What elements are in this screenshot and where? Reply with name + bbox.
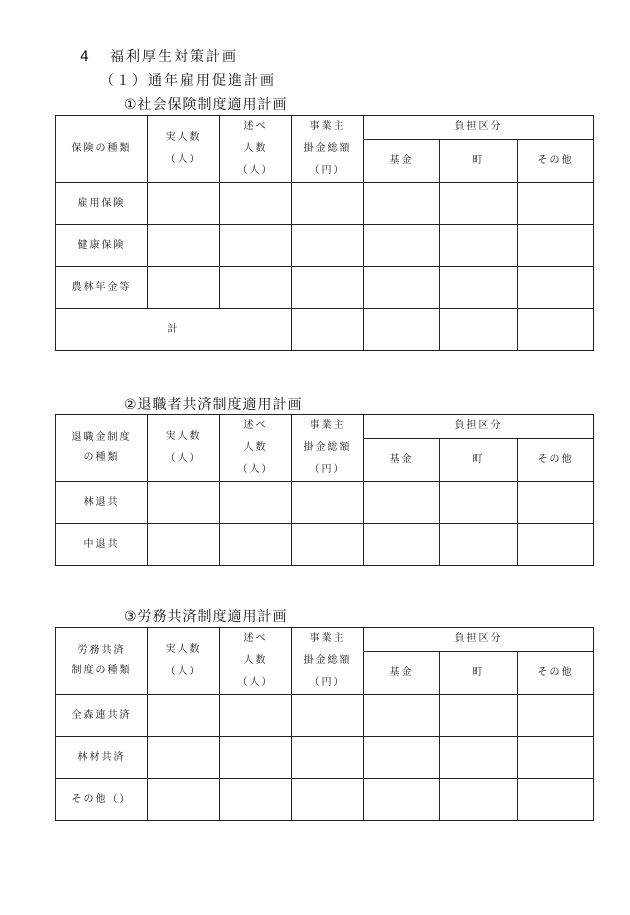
- blank-cell[interactable]: [292, 737, 364, 779]
- blank-cell[interactable]: [364, 183, 440, 225]
- blank-cell[interactable]: [364, 267, 440, 309]
- blank-cell[interactable]: [220, 779, 292, 821]
- blank-cell[interactable]: [148, 482, 220, 524]
- blank-cell[interactable]: [440, 309, 518, 351]
- table2-title: ②退職者共済制度適用計画: [124, 397, 303, 413]
- blank-cell[interactable]: [220, 737, 292, 779]
- blank-cell[interactable]: [292, 225, 364, 267]
- total-label: 計: [56, 309, 292, 351]
- premium-header: 事業主 掛金総額 （円）: [292, 415, 364, 482]
- blank-cell[interactable]: [518, 524, 594, 566]
- blank-cell[interactable]: [518, 695, 594, 737]
- total-count-header: 述べ 人数 （人）: [220, 116, 292, 183]
- blank-cell[interactable]: [364, 695, 440, 737]
- row-label: 雇用保険: [56, 183, 148, 225]
- blank-cell[interactable]: [364, 482, 440, 524]
- labor-mutual-aid-table: [55, 627, 594, 821]
- actual-count-header: 実人数 （人）: [148, 628, 220, 695]
- blank-cell[interactable]: [440, 183, 518, 225]
- row-label: 林退共: [56, 482, 148, 524]
- row-label: 農林年金等: [56, 267, 148, 309]
- blank-cell[interactable]: [440, 267, 518, 309]
- blank-cell[interactable]: [440, 779, 518, 821]
- blank-cell[interactable]: [440, 524, 518, 566]
- table-row: [56, 779, 594, 821]
- burden-header: 負担区分: [364, 628, 594, 652]
- fund-header: 基金: [364, 139, 440, 182]
- blank-cell[interactable]: [518, 183, 594, 225]
- table-row: [56, 737, 594, 779]
- blank-cell[interactable]: [220, 183, 292, 225]
- blank-cell[interactable]: [364, 524, 440, 566]
- blank-cell[interactable]: [364, 737, 440, 779]
- blank-cell[interactable]: [292, 267, 364, 309]
- blank-cell[interactable]: [220, 267, 292, 309]
- town-header: 町: [440, 139, 518, 182]
- table-row: [56, 524, 594, 566]
- row-label: 健康保険: [56, 225, 148, 267]
- actual-count-header: 実人数 （人）: [148, 415, 220, 482]
- blank-cell[interactable]: [518, 482, 594, 524]
- fund-header: 基金: [364, 438, 440, 481]
- table-row: [56, 482, 594, 524]
- kind-header: 退職金制度 の種類: [56, 415, 148, 482]
- blank-cell[interactable]: [148, 737, 220, 779]
- total-count-header: 述べ 人数 （人）: [220, 415, 292, 482]
- blank-cell[interactable]: [440, 482, 518, 524]
- blank-cell[interactable]: [518, 309, 594, 351]
- row-label: その他（）: [56, 779, 148, 821]
- kind-header: 労務共済 制度の種類: [56, 628, 148, 695]
- town-header: 町: [440, 438, 518, 481]
- town-header: 町: [440, 651, 518, 694]
- blank-cell[interactable]: [148, 779, 220, 821]
- section-title: 福利厚生対策計画: [110, 49, 238, 65]
- other-header: その他: [518, 651, 594, 694]
- section-number: 4: [80, 49, 91, 65]
- table-row: [56, 183, 594, 225]
- other-header: その他: [518, 438, 594, 481]
- blank-cell[interactable]: [220, 225, 292, 267]
- table1-title: ①社会保険制度適用計画: [124, 97, 288, 113]
- blank-cell[interactable]: [292, 779, 364, 821]
- blank-cell[interactable]: [518, 225, 594, 267]
- row-label: 林材共済: [56, 737, 148, 779]
- row-label: 中退共: [56, 524, 148, 566]
- actual-count-header: 実人数 （人）: [148, 116, 220, 183]
- table-row: [56, 225, 594, 267]
- table3-title: ③労務共済制度適用計画: [124, 609, 288, 625]
- premium-header: 事業主 掛金総額 （円）: [292, 116, 364, 183]
- other-header: その他: [518, 139, 594, 182]
- blank-cell[interactable]: [148, 183, 220, 225]
- table-row: [56, 267, 594, 309]
- burden-header: 負担区分: [364, 116, 594, 140]
- fund-header: 基金: [364, 651, 440, 694]
- blank-cell[interactable]: [364, 225, 440, 267]
- total-count-header: 述べ 人数 （人）: [220, 628, 292, 695]
- blank-cell[interactable]: [518, 779, 594, 821]
- section-heading: [80, 46, 238, 66]
- blank-cell[interactable]: [518, 267, 594, 309]
- blank-cell[interactable]: [364, 309, 440, 351]
- blank-cell[interactable]: [220, 695, 292, 737]
- kind-header: 保険の種類: [56, 116, 148, 183]
- retirement-mutual-aid-table: [55, 414, 594, 566]
- blank-cell[interactable]: [292, 482, 364, 524]
- social-insurance-table: [55, 115, 594, 351]
- blank-cell[interactable]: [148, 524, 220, 566]
- blank-cell[interactable]: [292, 183, 364, 225]
- blank-cell[interactable]: [440, 737, 518, 779]
- burden-header: 負担区分: [364, 415, 594, 439]
- row-label: 全森連共済: [56, 695, 148, 737]
- blank-cell[interactable]: [440, 225, 518, 267]
- blank-cell[interactable]: [148, 267, 220, 309]
- blank-cell[interactable]: [440, 695, 518, 737]
- blank-cell[interactable]: [220, 524, 292, 566]
- blank-cell[interactable]: [220, 482, 292, 524]
- blank-cell[interactable]: [292, 309, 364, 351]
- subsection-heading: （１）通年雇用促進計画: [100, 73, 276, 89]
- premium-header: 事業主 掛金総額 （円）: [292, 628, 364, 695]
- blank-cell[interactable]: [292, 695, 364, 737]
- blank-cell[interactable]: [148, 695, 220, 737]
- total-row: [56, 309, 594, 351]
- table-row: [56, 695, 594, 737]
- blank-cell[interactable]: [292, 524, 364, 566]
- blank-cell[interactable]: [518, 737, 594, 779]
- blank-cell[interactable]: [148, 225, 220, 267]
- blank-cell[interactable]: [364, 779, 440, 821]
